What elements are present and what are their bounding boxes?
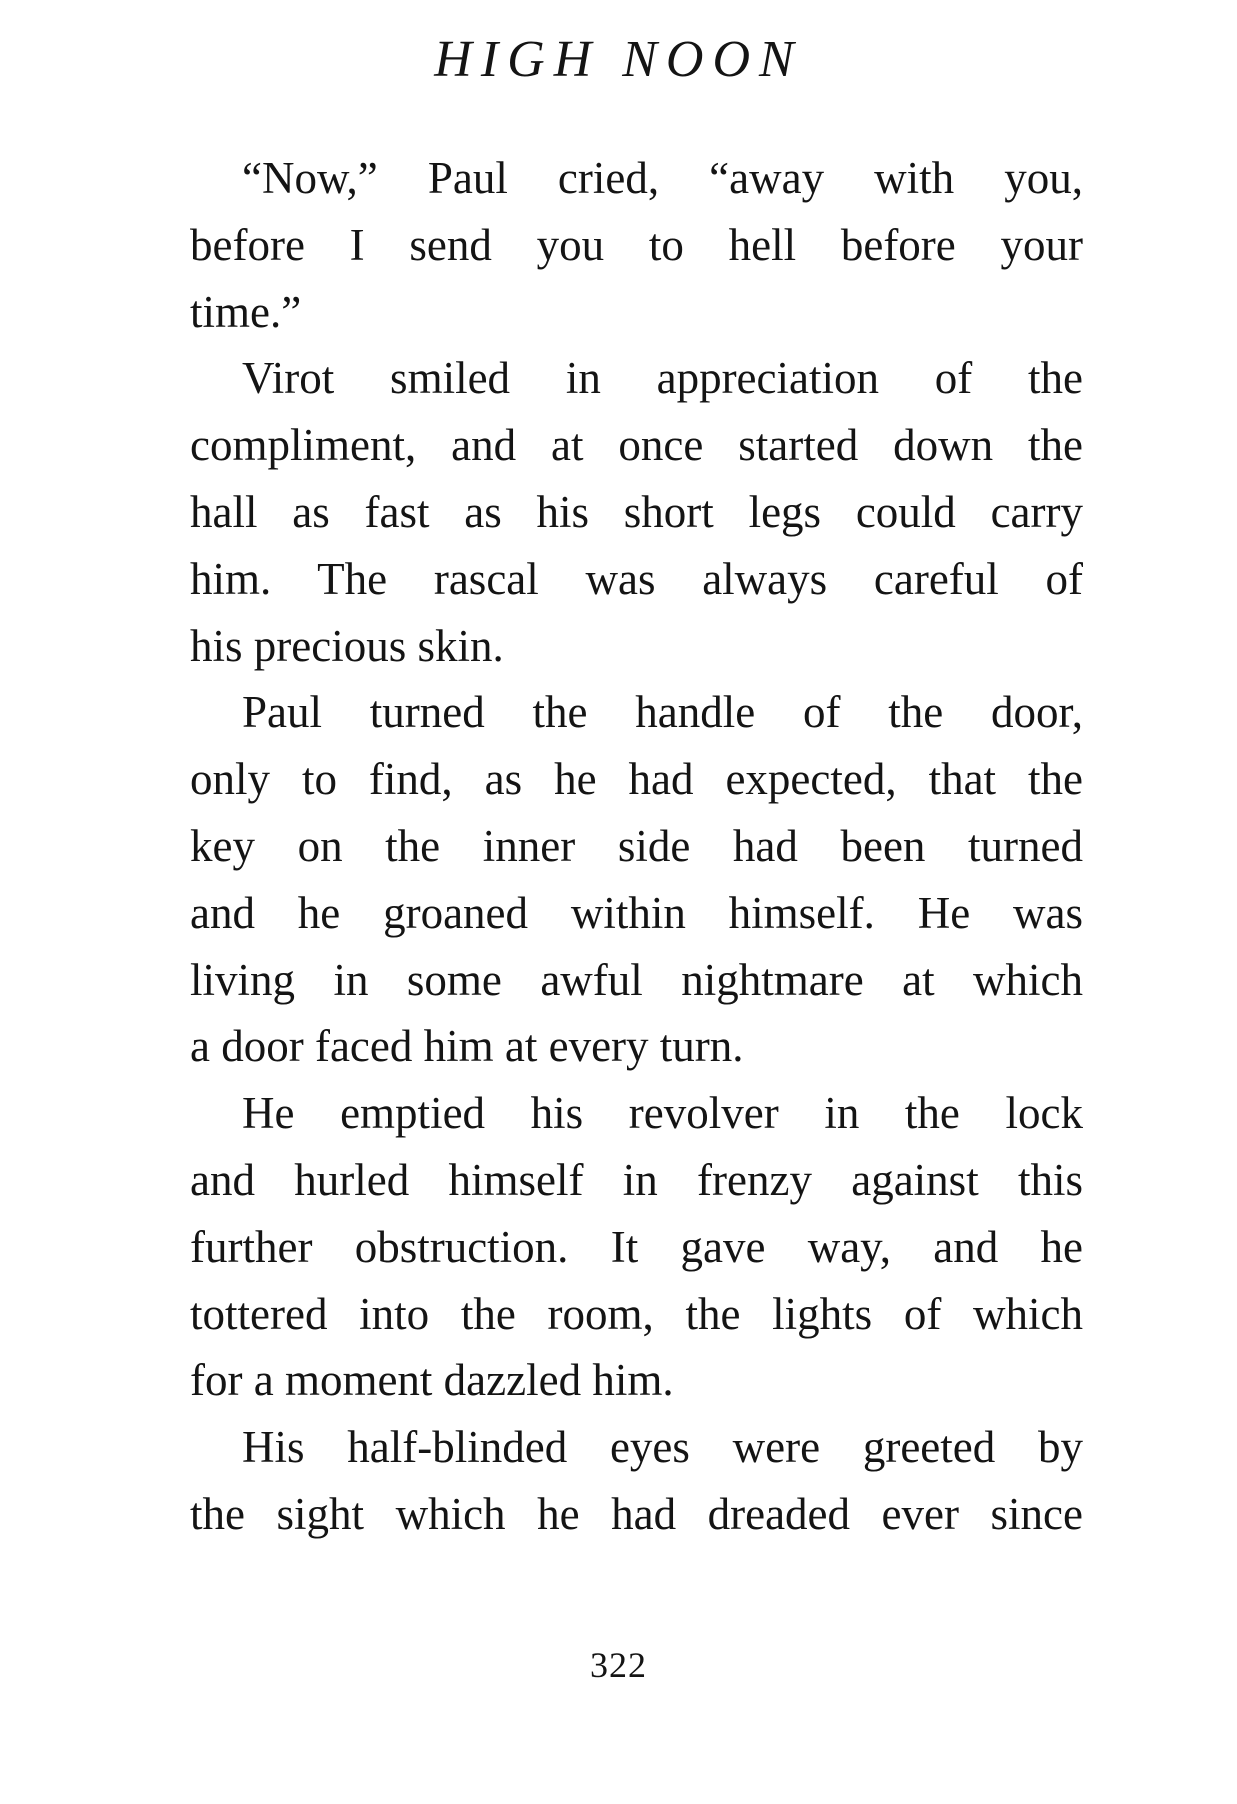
- text-line: before I send you to hell before your: [190, 219, 1083, 270]
- text-line: a door faced him at every turn.: [190, 1021, 744, 1072]
- text-line: and he groaned within himself. He was: [190, 887, 1083, 938]
- text-line: the sight which he had dreaded ever since: [190, 1488, 1083, 1539]
- text-line: for a moment dazzled him.: [190, 1355, 674, 1406]
- text-line: tottered into the room, the lights of which: [190, 1288, 1083, 1339]
- text-line: his precious skin.: [190, 620, 504, 671]
- text-line: key on the inner side had been turned: [190, 820, 1083, 871]
- text-line: further obstruction. It gave way, and he: [190, 1221, 1083, 1272]
- text-line: hall as fast as his short legs could carry: [190, 486, 1083, 537]
- text-line: only to find, as he had expected, that the: [190, 754, 1083, 805]
- text-line: “Now,” Paul cried, “away with you,: [242, 153, 1083, 203]
- text-line: compliment, and at once started down the: [190, 420, 1083, 471]
- page-number: 322: [590, 1645, 647, 1685]
- running-head: HIGH NOON: [434, 31, 803, 88]
- text-line: him. The rascal was always careful of: [190, 553, 1083, 604]
- text-line: and hurled himself in frenzy against this: [190, 1154, 1083, 1205]
- text-line: He emptied his revolver in the lock: [242, 1088, 1083, 1139]
- text-line: living in some awful nightmare at which: [190, 954, 1083, 1005]
- text-line: Paul turned the handle of the door,: [242, 687, 1083, 738]
- text-line: Virot smiled in appreciation of the: [242, 353, 1083, 404]
- text-line: His half-blinded eyes were greeted by: [242, 1422, 1083, 1473]
- body-text: [190, 145, 1083, 1548]
- text-line: time.”: [190, 286, 302, 337]
